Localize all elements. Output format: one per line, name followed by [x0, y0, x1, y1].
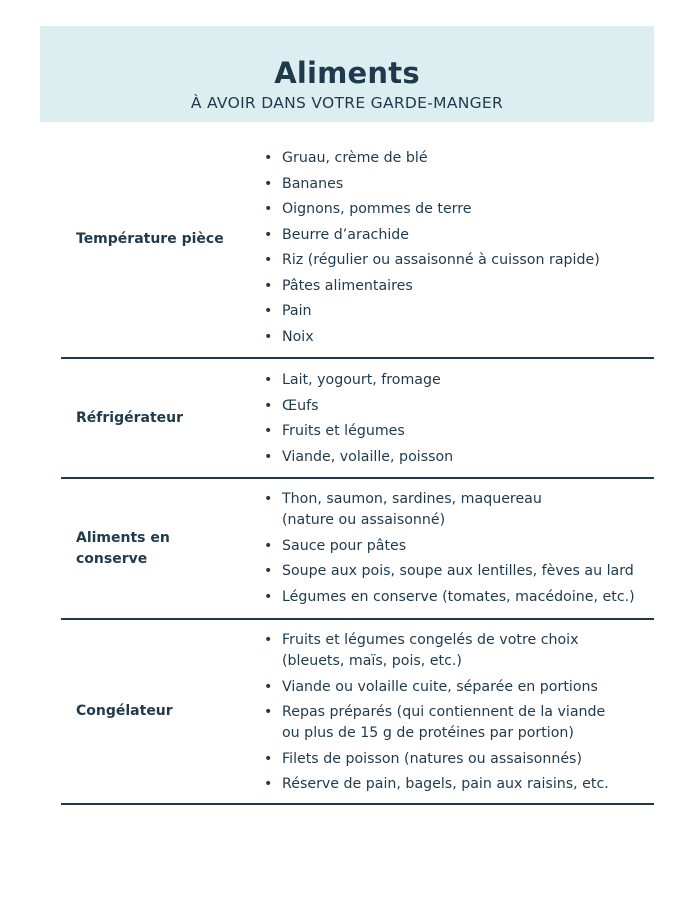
list-item: • Soupe aux pois, soupe aux lentilles, fèves au lard — [262, 561, 650, 582]
category-label: Aliments en conserve — [76, 529, 170, 567]
category-label: Congélateur — [76, 703, 173, 719]
list-item: • Fruits et légumes — [262, 421, 650, 442]
list-item: • Thon, saumon, sardines, maquereau (nature ou assaisonné) — [262, 489, 650, 531]
list-item: • Viande, volaille, poisson — [262, 447, 650, 468]
item-list — [262, 479, 650, 608]
header-banner — [40, 26, 654, 122]
row-refrigerator — [61, 359, 654, 479]
list-item: • Oignons, pommes de terre — [262, 199, 650, 220]
list-item: • Repas préparés (qui contiennent de la viande ou plus de 15 g de protéines par portion) — [262, 702, 650, 744]
list-item: • Pâtes alimentaires — [262, 276, 650, 297]
list-item: • Gruau, crème de blé — [262, 148, 650, 169]
list-item: • Sauce pour pâtes — [262, 536, 650, 557]
list-item: • Viande ou volaille cuite, séparée en portions — [262, 677, 650, 698]
page-subtitle: À AVOIR DANS VOTRE GARDE-MANGER — [190, 94, 504, 112]
list-item: • Fruits et légumes congelés de votre choix (bleuets, maïs, pois, etc.) — [262, 630, 650, 672]
category-label: Réfrigérateur — [76, 409, 183, 426]
category-label: Température pièce — [76, 231, 224, 247]
item-list — [262, 620, 650, 795]
row-freezer — [61, 620, 654, 805]
list-item: • Œufs — [262, 396, 650, 417]
item-list — [262, 122, 650, 348]
list-item: • Riz (régulier ou assaisonné à cuisson rapide) — [262, 250, 650, 271]
list-item: • Beurre d’arachide — [262, 225, 650, 246]
list-item: • Réserve de pain, bagels, pain aux raisins, etc. — [262, 774, 650, 795]
item-list — [262, 359, 650, 468]
page-title: Aliments — [274, 56, 420, 90]
list-item: • Bananes — [262, 174, 650, 195]
list-item: • Filets de poisson (natures ou assaisonnés) — [262, 749, 650, 770]
food-storage-table — [61, 122, 654, 805]
row-room-temperature — [61, 122, 654, 359]
list-item: • Pain — [262, 301, 650, 322]
list-item: • Légumes en conserve (tomates, macédoine, etc.) — [262, 587, 650, 608]
list-item: • Noix — [262, 327, 650, 348]
row-canned-foods — [61, 479, 654, 620]
list-item: • Lait, yogourt, fromage — [262, 370, 650, 391]
